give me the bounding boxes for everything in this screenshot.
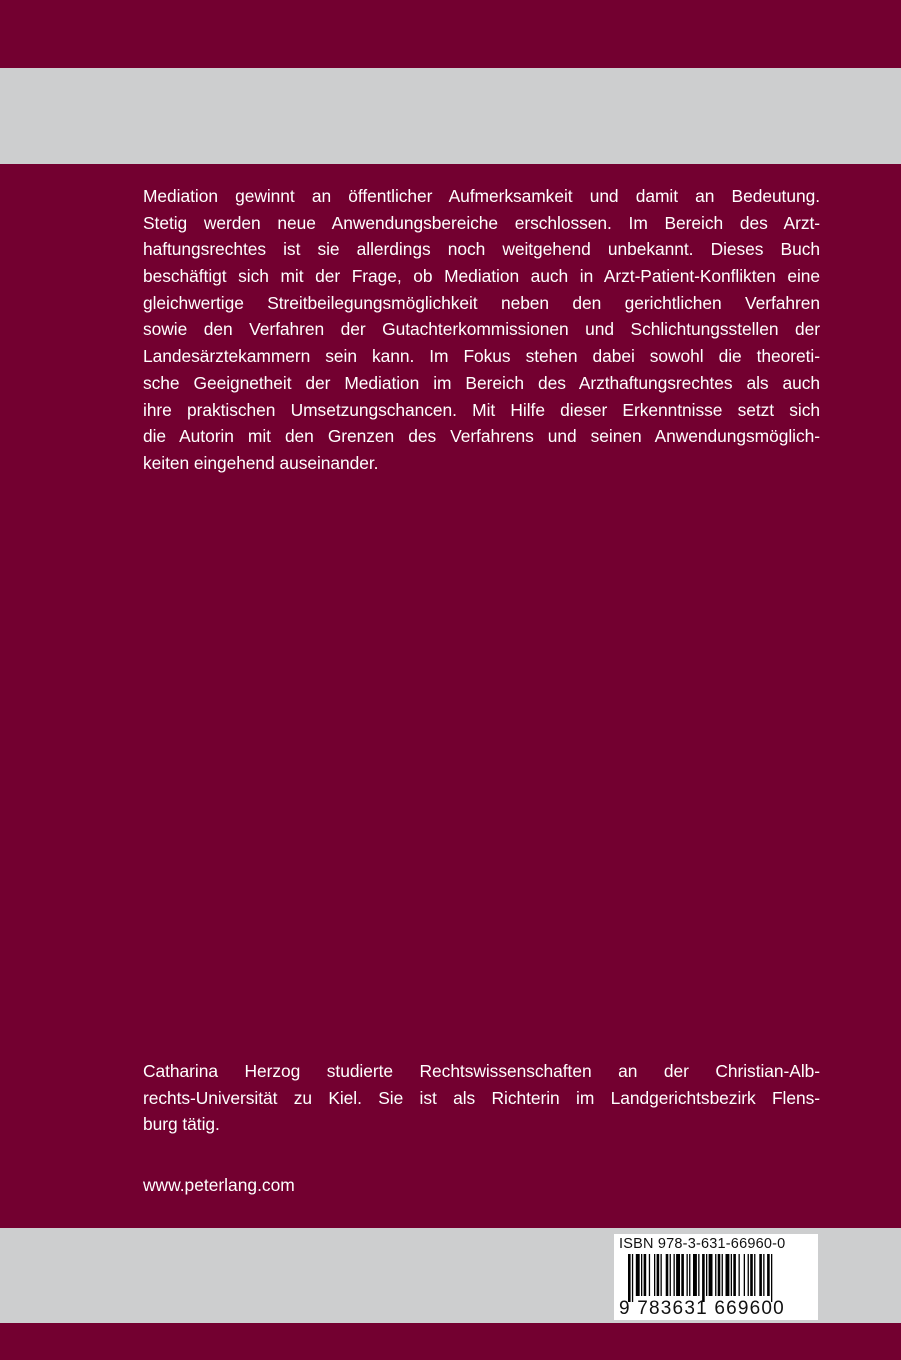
description-line: sche Geeignetheit der Mediation im Bereich des Arzthaftungsrechtes als auch: [143, 372, 820, 393]
description-line: gleichwertige Streitbeilegungsmöglichkeit neben den gerichtlichen Verfahren: [143, 292, 820, 313]
description-line: keiten eingehend auseinander.: [143, 452, 379, 473]
isbn-label: ISBN 978-3-631-66960-0: [619, 1236, 786, 1252]
description-paragraph: [143, 183, 820, 477]
description-line: beschäftigt sich mit der Frage, ob Mediation auch in Arzt-Patient-Konflikten eine: [143, 266, 820, 287]
author-bio-line: Catharina Herzog studierte Rechtswissenschaften an der Christian-Alb-: [143, 1061, 820, 1081]
barcode-icon: [618, 1254, 814, 1302]
publisher-website: www.peterlang.com: [143, 1175, 295, 1195]
description-line: sowie den Verfahren der Gutachterkommissionen und Schlichtungsstellen der: [143, 319, 820, 340]
description-line: ihre praktischen Umsetzungschancen. Mit Hilfe dieser Erkenntnisse setzt sich: [143, 399, 820, 420]
barcode-digits: 9 783631 669600: [619, 1298, 785, 1319]
top-gray-band: [0, 68, 901, 164]
description-line: Landesärztekammern sein kann. Im Fokus stehen dabei sowohl die theoreti-: [143, 346, 820, 367]
author-bio: [143, 1058, 820, 1138]
isbn-barcode-box: [614, 1234, 818, 1320]
description-line: Stetig werden neue Anwendungsbereiche erschlossen. Im Bereich des Arzt-: [143, 212, 820, 233]
author-bio-line: rechts-Universität zu Kiel. Sie ist als Richterin im Landgerichtsbezirk Flens-: [143, 1087, 820, 1108]
description-line: die Autorin mit den Grenzen des Verfahrens und seinen Anwendungsmöglich-: [143, 426, 820, 447]
description-line: Mediation gewinnt an öffentlicher Aufmerksamkeit und damit an Bedeutung.: [143, 186, 820, 206]
description-line: haftungsrechtes ist sie allerdings noch weitgehend unbekannt. Dieses Buch: [143, 239, 820, 260]
author-bio-line: burg tätig.: [143, 1114, 220, 1135]
